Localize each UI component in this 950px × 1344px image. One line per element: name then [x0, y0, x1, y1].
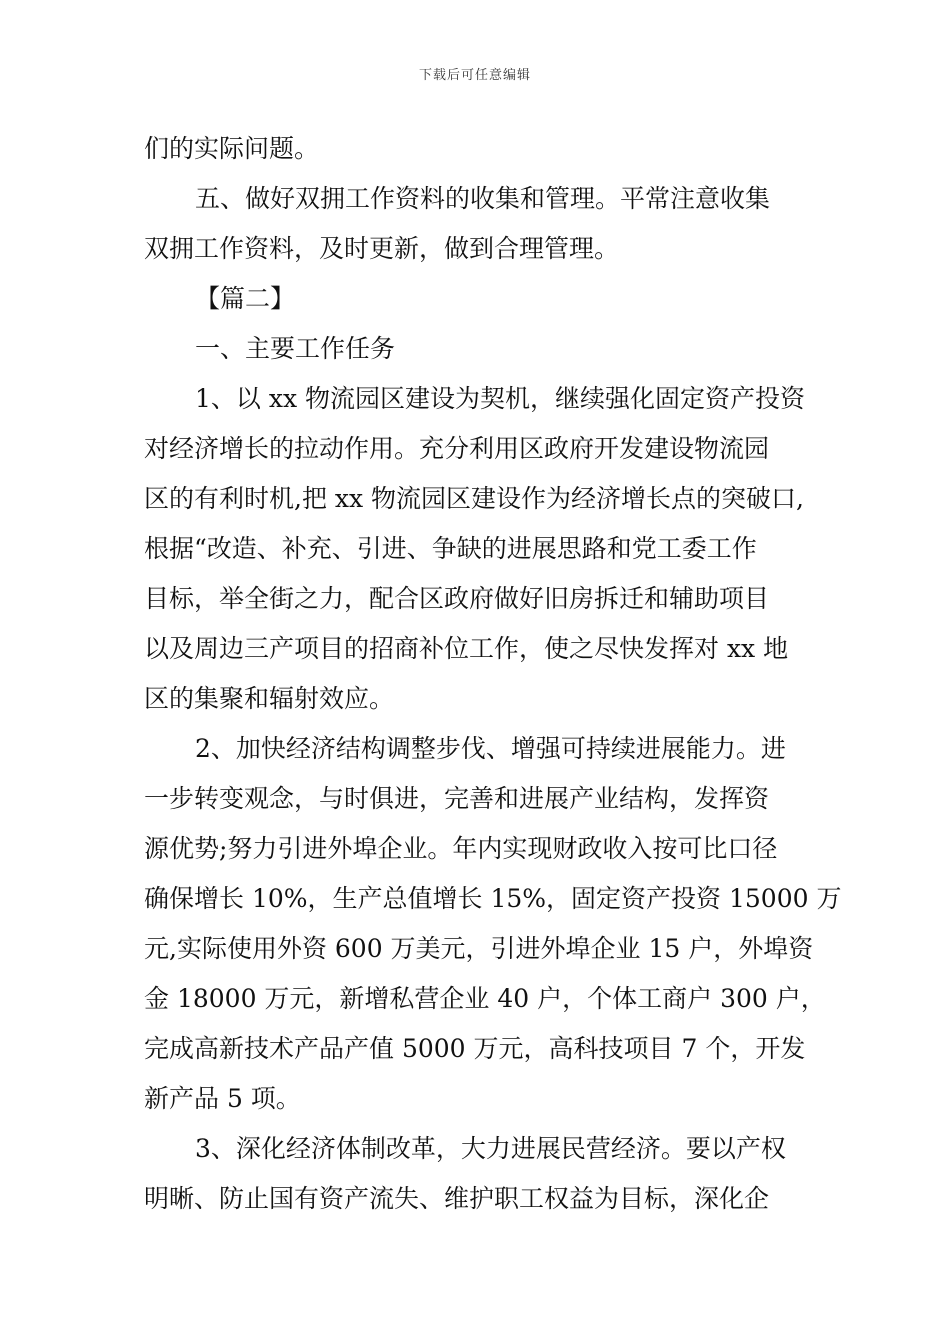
text-line: 完成高新技术产品产值 5000 万元，高科技项目 7 个，开发: [144, 1034, 806, 1063]
text-line: 元,实际使用外资 600 万美元，引进外埠企业 15 户，外埠资: [144, 934, 814, 963]
section-heading: 【篇二】: [195, 284, 296, 313]
text-line: 一步转变观念，与时俱进，完善和进展产业结构，发挥资: [144, 784, 770, 813]
page-header-note: 下载后可任意编辑: [418, 68, 531, 83]
text-line: 根据“改造、补充、引进、争缺的进展思路和党工委工作: [144, 534, 757, 563]
document-body: [144, 124, 842, 1224]
text-line: 目标，举全街之力，配合区政府做好旧房拆迁和辅助项目: [144, 584, 770, 613]
text-line: 1、以 xx 物流园区建设为契机，继续强化固定资产投资: [195, 384, 805, 413]
text-line: 3、深化经济体制改革，大力进展民营经济。要以产权: [195, 1134, 786, 1163]
text-line: 双拥工作资料，及时更新，做到合理管理。: [144, 234, 620, 263]
text-line: 确保增长 10%，生产总值增长 15%，固定资产投资 15000 万: [144, 884, 842, 913]
text-line: 五、做好双拥工作资料的收集和管理。平常注意收集: [195, 184, 771, 213]
text-line: 金 18000 万元，新增私营企业 40 户，个体工商户 300 户，: [144, 984, 826, 1013]
text-line: 明晰、防止国有资产流失、维护职工权益为目标，深化企: [144, 1184, 770, 1213]
text-line: 源优势;努力引进外埠企业。年内实现财政收入按可比口径: [144, 834, 778, 863]
text-line: 以及周边三产项目的招商补位工作，使之尽快发挥对 xx 地: [144, 634, 789, 663]
text-line: 们的实际问题。: [144, 134, 320, 163]
text-line: 区的集聚和辐射效应。: [144, 684, 395, 713]
text-line: 区的有利时机,把 xx 物流园区建设作为经济增长点的突破口,: [144, 484, 804, 513]
text-line: 对经济增长的拉动作用。充分利用区政府开发建设物流园: [144, 434, 770, 463]
text-line: 2、加快经济结构调整步伐、增强可持续进展能力。进: [195, 734, 786, 763]
subsection-heading: 一、主要工作任务: [195, 334, 396, 363]
text-line: 新产品 5 项。: [144, 1084, 301, 1113]
